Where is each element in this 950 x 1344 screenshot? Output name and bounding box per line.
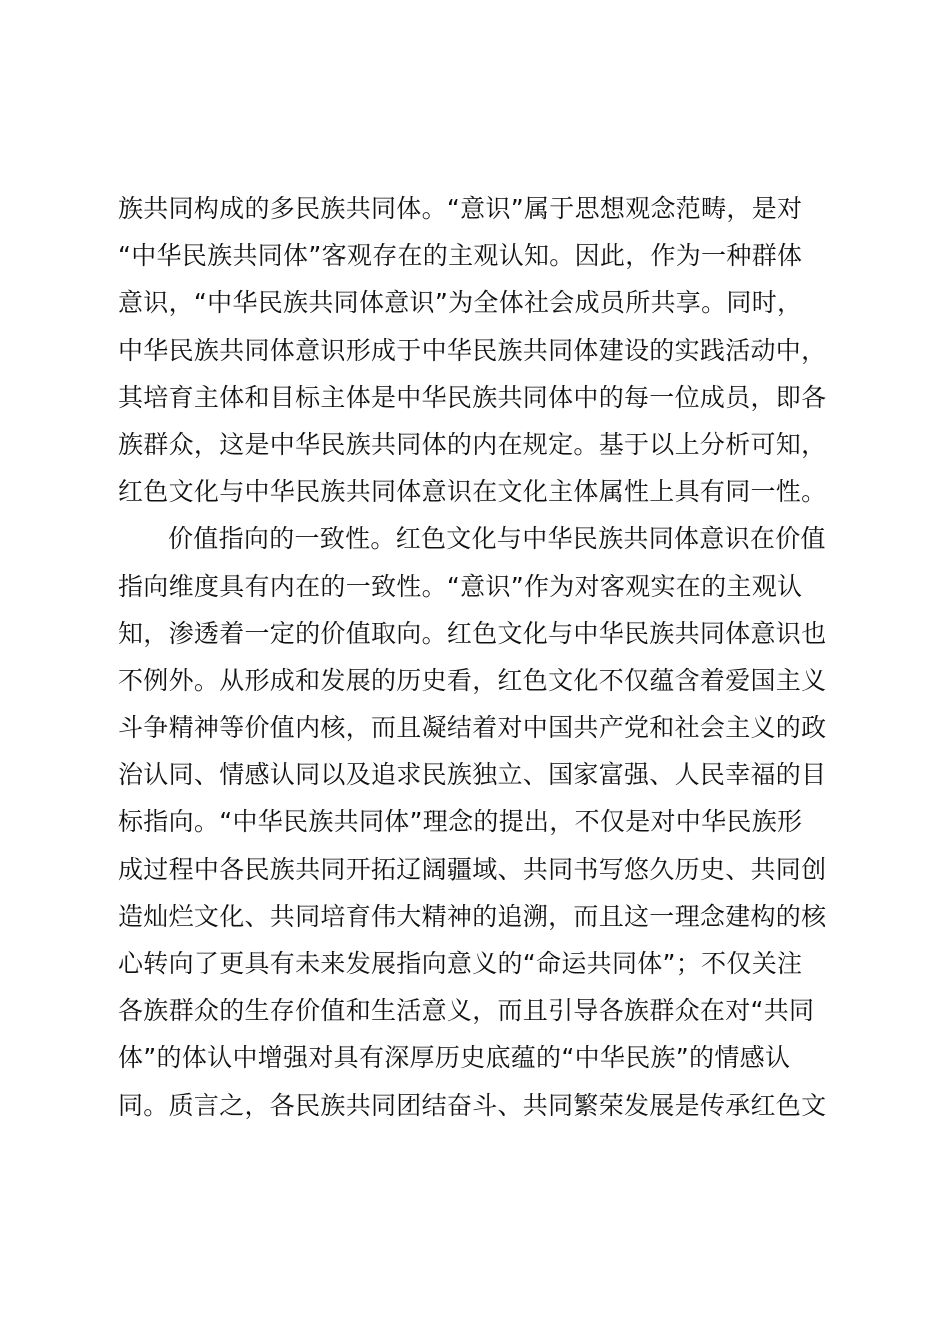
text-line: “中华民族共同体”客观存在的主观认知。因此，作为一种群体 bbox=[118, 241, 803, 271]
text-line: 中华民族共同体意识形成于中华民族共同体建设的实践活动中， bbox=[118, 335, 827, 365]
text-line: 体”的体认中增强对具有深厚历史底蕴的“中华民族”的情感认 bbox=[118, 1043, 791, 1073]
text-line: 意识，“中华民族共同体意识”为全体社会成员所共享。同时， bbox=[118, 288, 803, 318]
text-line: 族共同构成的多民族共同体。“意识”属于思想观念范畴，是对 bbox=[118, 194, 803, 223]
text-line: 族群众，这是中华民族共同体的内在规定。基于以上分析可知， bbox=[118, 429, 827, 459]
text-line: 指向维度具有内在的一致性。“意识”作为对客观实在的主观认 bbox=[118, 571, 803, 601]
paragraph-first-line: 价值指向的一致性。红色文化与中华民族共同体意识在价值 bbox=[168, 524, 826, 554]
text-line: 知，渗透着一定的价值取向。红色文化与中华民族共同体意识也 bbox=[118, 618, 827, 648]
text-line: 不例外。从形成和发展的历史看，红色文化不仅蕴含着爱国主义 bbox=[118, 665, 827, 695]
text-line: 其培育主体和目标主体是中华民族共同体中的每一位成员，即各 bbox=[118, 382, 827, 412]
text-line: 斗争精神等价值内核，而且凝结着对中国共产党和社会主义的政 bbox=[118, 713, 827, 743]
text-line: 标指向。“中华民族共同体”理念的提出，不仅是对中华民族形 bbox=[118, 807, 803, 837]
text-line: 红色文化与中华民族共同体意识在文化主体属性上具有同一性。 bbox=[118, 477, 827, 507]
text-line: 治认同、情感认同以及追求民族独立、国家富强、人民幸福的目 bbox=[118, 760, 827, 790]
text-line: 同。质言之，各民族共同团结奋斗、共同繁荣发展是传承红色文 bbox=[118, 1090, 827, 1120]
text-line: 各族群众的生存价值和生活意义，而且引导各族群众在对“共同 bbox=[118, 996, 815, 1026]
body-text bbox=[118, 185, 838, 1129]
text-line: 成过程中各民族共同开拓辽阔疆域、共同书写悠久历史、共同创 bbox=[118, 854, 827, 884]
text-line: 心转向了更具有未来发展指向意义的“命运共同体”；不仅关注 bbox=[118, 949, 803, 978]
text-line: 造灿烂文化、共同培育伟大精神的追溯，而且这一理念建构的核 bbox=[118, 901, 827, 931]
